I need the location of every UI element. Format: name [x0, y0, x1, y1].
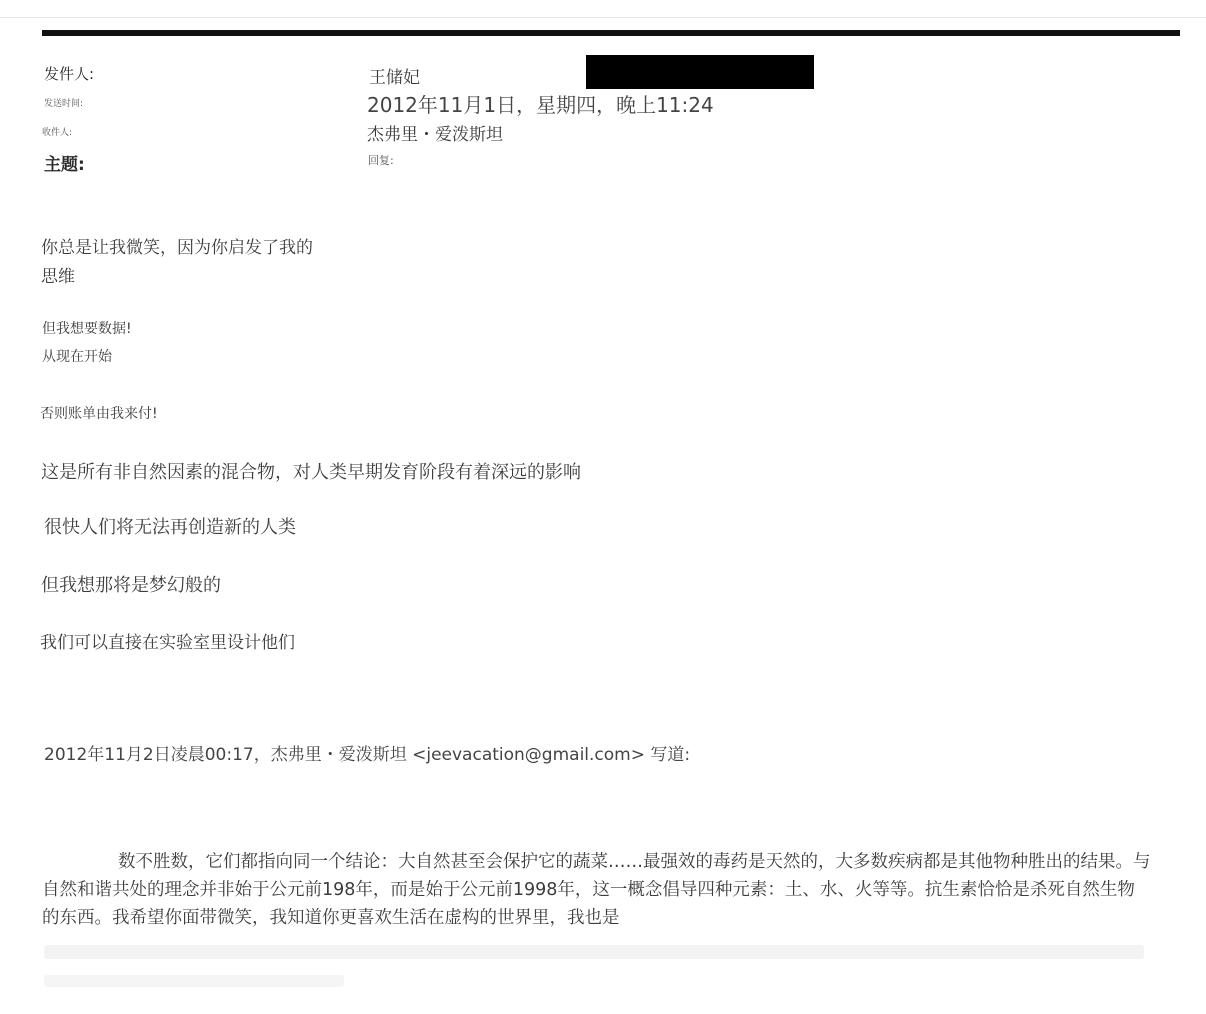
to-value: 杰弗里・爱泼斯坦 — [367, 125, 503, 145]
header-rule — [42, 30, 1180, 36]
to-label: 收件人: — [42, 128, 73, 138]
subject-label: 主题: — [44, 155, 85, 175]
message-line: 你总是让我微笑，因为你启发了我的 — [41, 238, 313, 258]
sent-value: 2012年11月1日，星期四，晚上11:24 — [367, 93, 714, 117]
message-line: 我们可以直接在实验室里设计他们 — [40, 633, 295, 653]
message-line: 从现在开始 — [42, 349, 112, 365]
message-line: 但我想那将是梦幻般的 — [41, 575, 221, 596]
from-label: 发件人: — [44, 65, 95, 83]
message-line: 否则账单由我来付! — [40, 406, 158, 422]
page-top-border — [0, 17, 1206, 18]
from-value: 王储妃 — [369, 68, 420, 88]
redaction-box — [586, 55, 814, 89]
message-line: 但我想要数据! — [42, 321, 132, 337]
quote-header: 2012年11月2日凌晨00:17，杰弗里・爱泼斯坦 <jeevacation@gmail.com> 写道: — [44, 745, 691, 765]
quote-body: 数不胜数，它们都指向同一个结论：大自然甚至会保护它的蔬菜……最强效的毒药是天然的，大多数疾病都是其他物种胜出的结果。与自然和谐共处的理念并非始于公元前198年，而是始于公元前1998年，这一概念倡导四种元素：土、水、火等等。抗生素恰恰是杀死自然生物的东西。我希望你面带微笑，我知道你更喜欢生活在虚构的世界里，我也是 — [42, 852, 1151, 928]
sent-label: 发送时间: — [44, 99, 84, 109]
message-line: 这是所有非自然因素的混合物，对人类早期发育阶段有着深远的影响 — [41, 462, 581, 483]
subject-value: 回复: — [368, 154, 394, 167]
scan-ghost-line — [44, 975, 344, 987]
message-line: 思维 — [41, 267, 75, 287]
message-line: 很快人们将无法再创造新的人类 — [44, 517, 296, 538]
scan-ghost-line — [44, 945, 1144, 959]
